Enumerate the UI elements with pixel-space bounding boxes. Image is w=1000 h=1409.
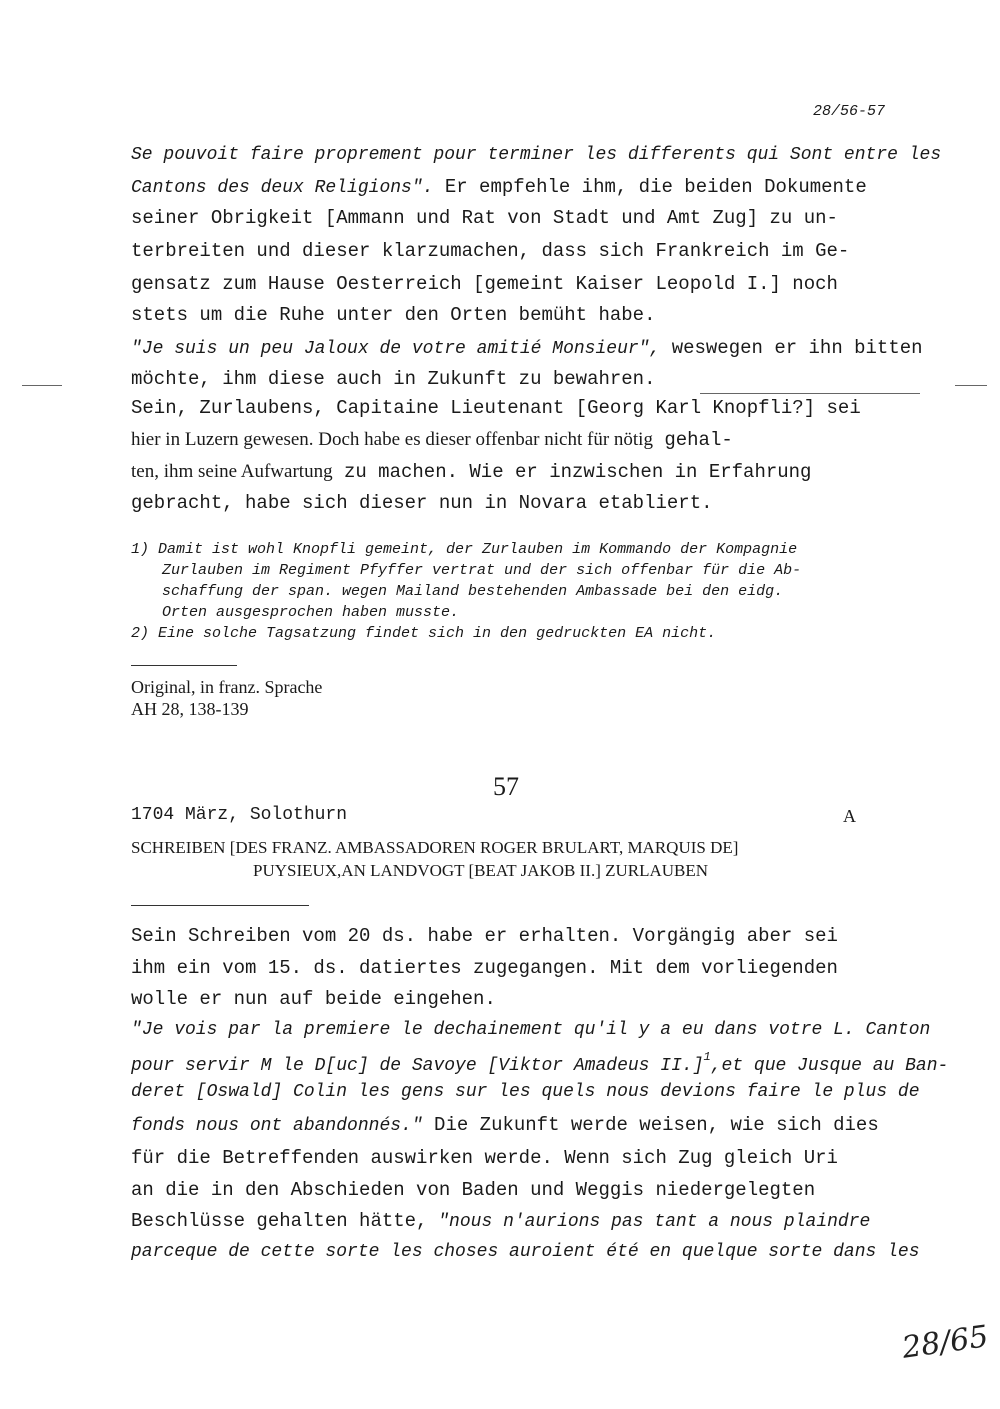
text-line: wolle er nun auf beide eingehen. [131,988,496,1010]
quote-fragment: "nous n'aurions pas tant a nous plaindre [427,1212,871,1232]
quote-fragment: Cantons des deux Religions". [131,178,434,198]
separator-rule [131,905,309,906]
footnote-marker: 1 [703,1050,711,1064]
text-line: ihm ein vom 15. ds. datiertes zugegangen. Mit dem vorliegenden [131,957,838,979]
margin-mark [955,385,987,386]
footnote: schaffung der span. wegen Mailand bestehenden Ambassade bei den eidg. [162,583,784,600]
footnote: Zurlauben im Regiment Pfyffer vertrat und der sich offenbar für die Ab- [162,562,802,579]
separator-rule [131,665,237,666]
handwritten-reference: 28/65 [899,1319,991,1366]
text-line: Sein, Zurlaubens, Capitaine Lieutenant [Georg Karl Knopfli?] sei [131,397,861,419]
text-fragment: hier in Luzern gewesen. Doch habe es dieser offenbar nicht für nötig [131,429,653,450]
text-line [131,1114,879,1136]
footnote: Orten ausgesprochen haben musste. [162,604,460,621]
footnote: 2) Eine solche Tagsatzung findet sich in den gedruckten EA nicht. [131,625,717,642]
text-line: Se pouvoit faire proprement pour terminer les differents qui Sont entre les [131,145,942,165]
text-fragment: weswegen er ihn bitten [660,337,923,359]
text-line: an die in den Abschieden von Baden und Weggis niedergelegten [131,1179,816,1201]
text-line [131,337,923,359]
text-line: für die Betreffenden auswirken werde. Wenn sich Zug gleich Uri [131,1147,838,1169]
document-number: 57 [493,772,519,801]
margin-mark [700,393,920,394]
text-line: Sein Schreiben vom 20 ds. habe er erhalten. Vorgängig aber sei [131,925,838,947]
text-line: stets um die Ruhe unter den Orten bemüht habe. [131,304,656,326]
date-place: 1704 März, Solothurn [131,805,348,825]
footnote: 1) Damit ist wohl Knopfli gemeint, der Zurlauben im Kommando der Kompagnie [131,541,798,558]
source-reference: AH 28, 138-139 [131,699,249,719]
text-line: seiner Obrigkeit [Ammann und Rat von Stadt und Amt Zug] zu un- [131,207,838,229]
text-line: gebracht, habe sich dieser nun in Novara etabliert. [131,492,713,514]
text-line [131,1050,948,1076]
text-line: möchte, ihm diese auch in Zukunft zu bewahren. [131,368,656,390]
quote-fragment: ,et que Jusque au Ban- [710,1056,949,1076]
text-fragment: Die Zukunft werde weisen, wie sich dies [422,1114,879,1136]
text-line: terbreiten und dieser klarzumachen, dass sich Frankreich im Ge- [131,240,850,262]
page-reference: 28/56-57 [813,103,886,120]
text-fragment: zu machen. Wie er inzwischen in Erfahrung [332,461,812,483]
document-heading: PUYSIEUX,AN LANDVOGT [BEAT JAKOB II.] ZURLAUBEN [253,861,709,880]
text-fragment: gehal- [652,429,733,451]
margin-mark [22,385,62,386]
document-code: A [843,806,856,826]
text-fragment: Er empfehle ihm, die beiden Dokumente [433,176,867,198]
text-line: parceque de cette sorte les choses auroient été en quelque sorte dans les [131,1242,920,1262]
text-line: "Je vois par la premiere le dechainement qu'il y a eu dans votre L. Canton [131,1020,931,1040]
document-heading: SCHREIBEN [DES FRANZ. AMBASSADOREN ROGER BRULART, MARQUIS DE] [131,838,739,857]
text-fragment: Beschlüsse gehalten hätte, [131,1210,428,1232]
quote-fragment: pour servir M le D[uc] de Savoye [Viktor Amadeus II.] [131,1056,704,1076]
text-line [131,461,811,483]
text-line [131,1210,870,1232]
text-line: gensatz zum Hause Oesterreich [gemeint Kaiser Leopold I.] noch [131,273,838,295]
text-line [131,176,867,198]
text-line [131,429,733,451]
text-fragment: ten, ihm seine Aufwartung [131,461,333,482]
text-line: deret [Oswald] Colin les gens sur les quels nous devions faire le plus de [131,1082,920,1102]
quote-fragment: "Je suis un peu Jaloux de votre amitié Monsieur", [131,339,661,359]
quote-fragment: fonds nous ont abandonnés." [131,1116,423,1136]
source-original: Original, in franz. Sprache [131,677,323,697]
